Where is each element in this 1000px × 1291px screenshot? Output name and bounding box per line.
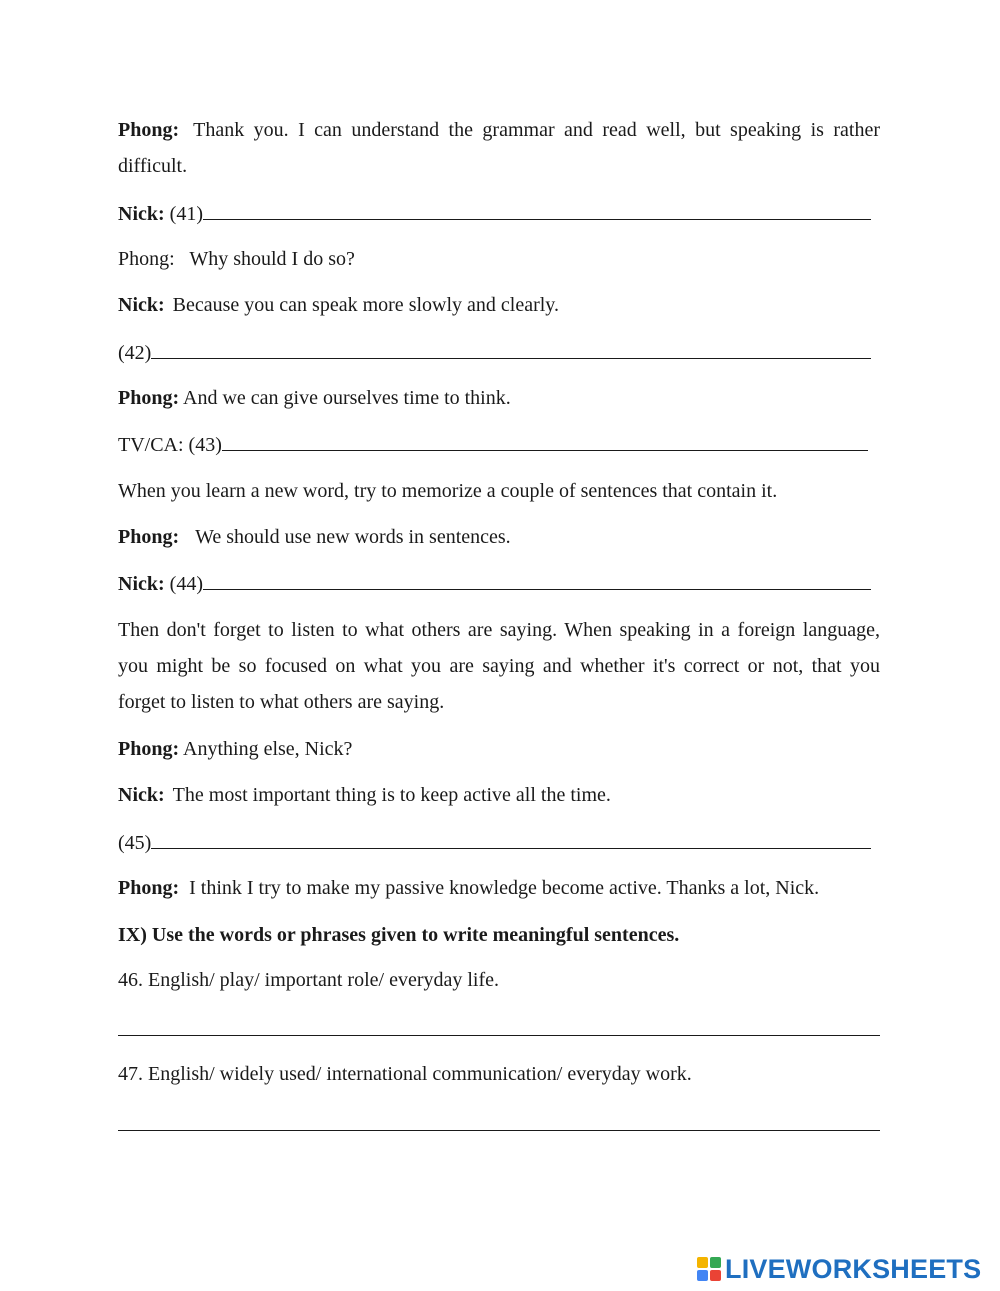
dialogue-line-phong-2: Phong: Why should I do so? [118, 248, 355, 270]
dialogue-line-phong-5: Phong: Anything else, Nick? [118, 738, 353, 760]
section-heading: IX) Use the words or phrases given to write meaningful sentences. [118, 924, 680, 946]
dialogue-line-phong-3: Phong: And we can give ourselves time to think. [118, 387, 511, 409]
answer-blank-42[interactable] [151, 340, 871, 359]
liveworksheets-logo [697, 1254, 981, 1284]
logo-tiles-icon [697, 1257, 721, 1281]
speaker-label: Phong: [118, 738, 180, 760]
logo-wordmark: LIVEWORKSHEETS [725, 1253, 982, 1284]
dialogue-line-phong-1: Phong: Thank you. I can understand the grammar and read well, but speaking is rather [118, 119, 880, 141]
dialogue-line-phong-4: Phong: We should use new words in sentences. [118, 526, 511, 548]
dialogue-line-nick-41 [118, 201, 871, 226]
speaker-label: Phong: [118, 877, 180, 899]
answer-blank-43[interactable] [222, 432, 868, 451]
dialogue-line-nick-2: Nick: Because you can speak more slowly and clearly. [118, 294, 560, 316]
question-47: 47. English/ widely used/ international communication/ everyday work. [118, 1063, 692, 1085]
speaker-label: Nick: [118, 203, 165, 225]
question-number: (44) [169, 573, 203, 595]
speaker-label: Nick: [118, 784, 165, 806]
speaker-label: Phong: [118, 119, 180, 141]
question-number: (41) [169, 203, 203, 225]
question-46: 46. English/ play/ important role/ everyday life. [118, 969, 500, 991]
answer-blank-41[interactable] [203, 201, 871, 220]
question-number: (45) [118, 832, 152, 854]
speaker-label: Nick: [118, 573, 165, 595]
question-number: TV/CA: (43) [118, 434, 222, 456]
dialogue-line-43 [118, 432, 868, 457]
answer-blank-45[interactable] [151, 830, 871, 849]
logo-tile [697, 1270, 708, 1281]
dialogue-line-42 [118, 340, 871, 365]
speaker-label: Nick: [118, 294, 165, 316]
dialogue-paragraph-line-1: Then don't forget to listen to what others are saying. When speaking in a foreign language, [118, 619, 880, 641]
dialogue-paragraph-line-3: forget to listen to what others are saying. [118, 691, 445, 713]
dialogue-line-4: When you learn a new word, try to memorize a couple of sentences that contain it. [118, 480, 778, 502]
speaker-label: Phong: [118, 387, 180, 409]
answer-line-46[interactable] [118, 1014, 880, 1036]
logo-tile [697, 1257, 708, 1268]
question-number: (42) [118, 342, 152, 364]
dialogue-paragraph-line-2: you might be so focused on what you are saying and whether it's correct or not, that you [118, 655, 880, 677]
speaker-label: Phong: [118, 526, 180, 548]
dialogue-line-phong-1-cont: difficult. [118, 155, 188, 177]
dialogue-line-nick-5: Nick: The most important thing is to keep active all the time. [118, 784, 611, 806]
logo-tile [710, 1270, 721, 1281]
dialogue-line-45 [118, 830, 871, 855]
answer-line-47[interactable] [118, 1109, 880, 1131]
answer-blank-44[interactable] [203, 571, 871, 590]
logo-tile [710, 1257, 721, 1268]
dialogue-line-nick-44 [118, 571, 871, 596]
dialogue-line-phong-6: Phong: I think I try to make my passive knowledge become active. Thanks a lot, Nick. [118, 877, 820, 899]
